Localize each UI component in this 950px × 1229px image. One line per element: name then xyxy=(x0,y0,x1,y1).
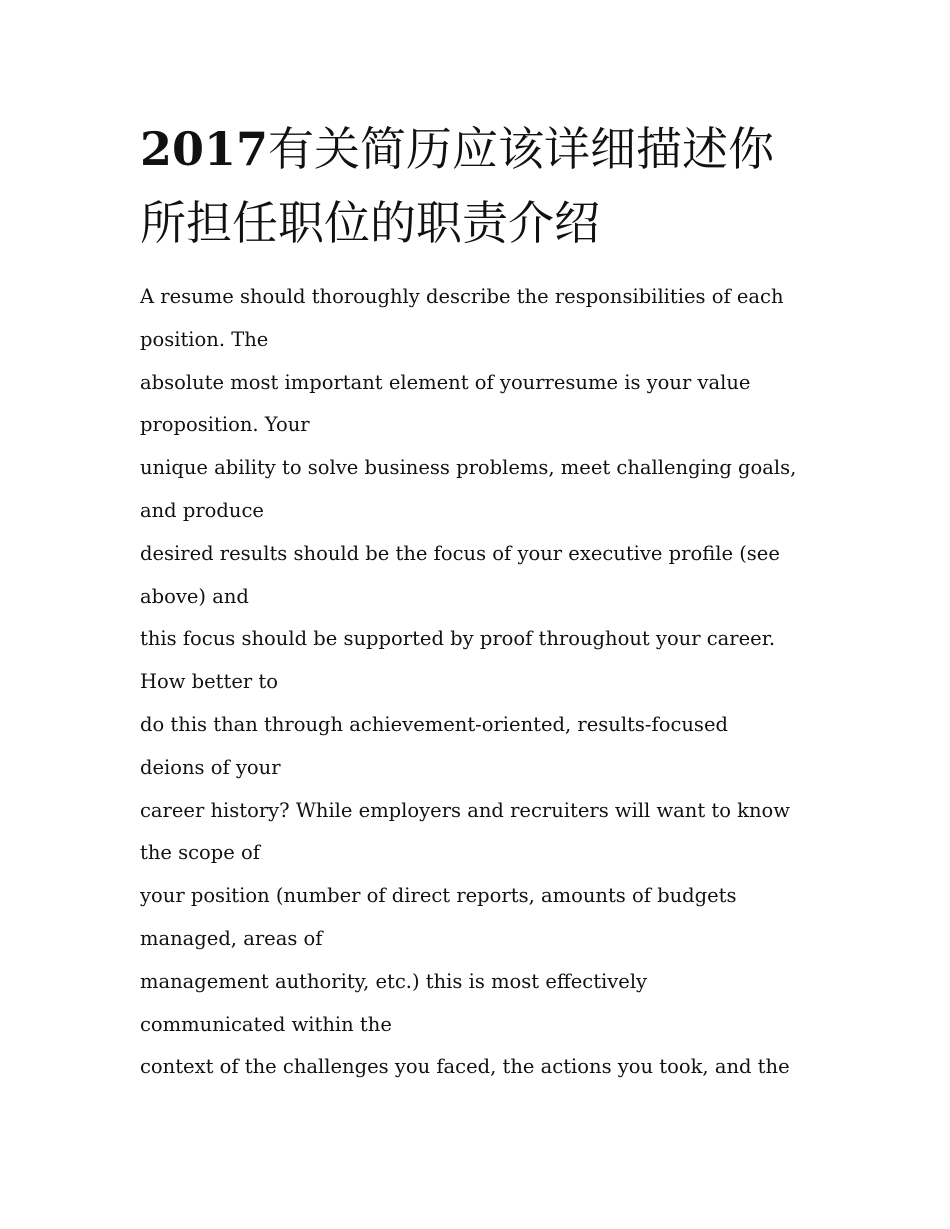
title-line-1: 有关简历应该详细描述你 xyxy=(268,122,775,176)
title-line-2: 所担任职位的职责介绍 xyxy=(140,196,600,250)
body-text-line: the scope of xyxy=(140,841,260,865)
body-text-line: desired results should be the focus of your executive profile (see xyxy=(140,541,780,565)
body-text-line: proposition. Your xyxy=(140,413,310,437)
body-text-line: this focus should be supported by proof throughout your career. xyxy=(140,627,776,651)
body-text-line: absolute most important element of yourresume is your value xyxy=(140,370,751,394)
body-text-line: career history? While employers and recruiters will want to know xyxy=(140,798,790,822)
body-text-line: A resume should thoroughly describe the responsibilities of each xyxy=(140,285,784,308)
page-title xyxy=(140,112,840,260)
body-text-line: position. The xyxy=(140,327,269,351)
body-text-line: above) and xyxy=(140,584,249,608)
body-text-line: unique ability to solve business problems, meet challenging goals, xyxy=(140,456,797,480)
body-text-line: management authority, etc.) this is most effectively xyxy=(140,969,648,993)
body-text-line: do this than through achievement-oriented, results-focused xyxy=(140,712,728,736)
body-text-line: deions of your xyxy=(140,755,281,779)
body-text-line: How better to xyxy=(140,670,278,694)
body-text-line: your position (number of direct reports, amounts of budgets xyxy=(140,884,737,908)
body-text-line: communicated within the xyxy=(140,1012,392,1036)
body-text-line: managed, areas of xyxy=(140,926,323,950)
body-text-line: context of the challenges you faced, the actions you took, and the xyxy=(140,1055,790,1079)
document-body xyxy=(140,276,840,1089)
title-year: 2017 xyxy=(140,122,269,176)
body-text-line: and produce xyxy=(140,498,264,522)
